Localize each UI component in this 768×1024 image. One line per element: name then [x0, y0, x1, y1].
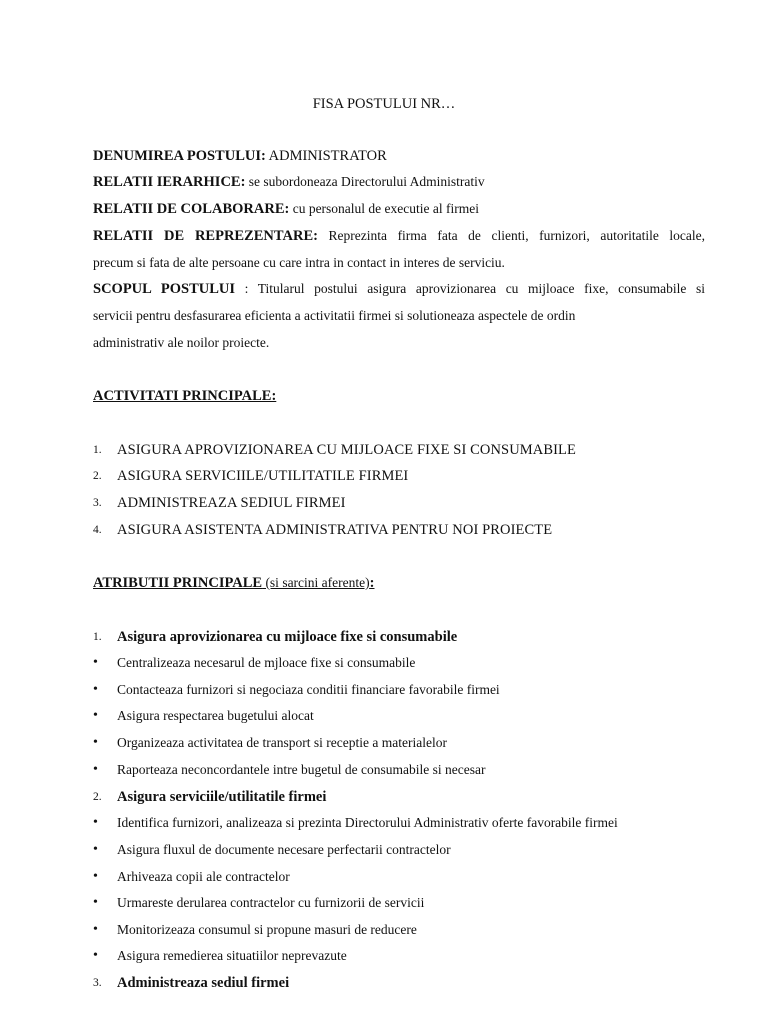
field-scop-line1	[93, 279, 705, 299]
bullet-icon: •	[93, 895, 98, 910]
document-title: FISA POSTULUI NR…	[312, 96, 456, 112]
task-item	[0, 760, 768, 780]
task-text: Asigura remedierea situatiilor neprevazute	[117, 948, 347, 963]
list-item-text: ASIGURA SERVICIILE/UTILITATILE FIRMEI	[117, 468, 409, 484]
list-item-text: ADMINISTREAZA SEDIUL FIRMEI	[117, 495, 346, 511]
list-number: 2.	[93, 470, 102, 482]
field-reprezentare-value: Reprezinta firma fata de clienti, furnizori, autoritatile locale,	[317, 228, 705, 243]
field-reprezentare-label: RELATII DE REPREZENTARE:	[93, 228, 318, 244]
group-title: Asigura aprovizionarea cu mijloace fixe si consumabile	[117, 629, 458, 645]
bullet-icon: •	[93, 922, 98, 937]
task-item	[0, 867, 768, 887]
list-item	[0, 466, 768, 486]
activitati-heading: ACTIVITATI PRINCIPALE:	[93, 388, 277, 404]
bullet-icon: •	[93, 735, 98, 750]
field-ierarhice-value: se subordoneaza Directorului Administrativ	[245, 174, 485, 189]
field-ierarhice-label: RELATII IERARHICE:	[93, 174, 246, 190]
field-colaborare	[93, 199, 479, 219]
field-denumire-label: DENUMIREA POSTULUI:	[93, 148, 266, 164]
bullet-icon: •	[93, 869, 98, 884]
task-text: Arhiveaza copii ale contractelor	[117, 869, 290, 884]
list-number: 4.	[93, 524, 102, 536]
bullet-icon: •	[93, 842, 98, 857]
task-text: Organizeaza activitatea de transport si receptie a materialelor	[117, 735, 447, 750]
field-ierarhice	[93, 172, 485, 192]
task-text: Monitorizeaza consumul si propune masuri de reducere	[117, 922, 417, 937]
group-title-row	[0, 787, 768, 807]
task-item	[0, 733, 768, 753]
task-text: Asigura respectarea bugetului alocat	[117, 708, 314, 723]
list-number: 1.	[93, 444, 102, 456]
task-item	[0, 706, 768, 726]
field-scop-label: SCOPUL POSTULUI	[93, 281, 236, 297]
task-item	[0, 653, 768, 673]
task-item	[0, 840, 768, 860]
field-denumire	[93, 146, 387, 166]
list-number: 2.	[93, 791, 102, 803]
field-colaborare-label: RELATII DE COLABORARE:	[93, 201, 290, 217]
list-item	[0, 440, 768, 460]
bullet-icon: •	[93, 708, 98, 723]
group-title: Administreaza sediul firmei	[117, 975, 290, 991]
bullet-icon: •	[93, 682, 98, 697]
list-item-text: ASIGURA ASISTENTA ADMINISTRATIVA PENTRU NOI PROIECTE	[117, 522, 553, 538]
field-reprezentare-line2: precum si fata de alte persoane cu care intra in contact in interes de serviciu.	[93, 255, 505, 270]
field-denumire-value: ADMINISTRATOR	[265, 148, 387, 164]
list-number: 1.	[93, 631, 102, 643]
task-item	[0, 813, 768, 833]
bullet-icon: •	[93, 655, 98, 670]
group-title-row	[0, 627, 768, 647]
group-title: Asigura serviciile/utilitatile firmei	[117, 789, 327, 805]
bullet-icon: •	[93, 948, 98, 963]
task-item	[0, 893, 768, 913]
field-scop-value: : Titularul postului asigura aprovizionarea cu mijloace fixe, consumabile si	[235, 281, 705, 296]
field-reprezentare-line1	[93, 226, 705, 246]
task-text: Raporteaza neconcordantele intre bugetul de consumabile si necesar	[117, 762, 486, 777]
list-number: 3.	[93, 497, 102, 509]
atributii-heading-bold: ATRIBUTII PRINCIPALE	[93, 575, 263, 591]
task-text: Asigura fluxul de documente necesare perfectarii contractelor	[117, 842, 451, 857]
task-text: Urmareste derularea contractelor cu furnizorii de servicii	[117, 895, 425, 910]
field-scop-line3: administrativ ale noilor proiecte.	[93, 335, 270, 350]
list-item-text: ASIGURA APROVIZIONAREA CU MIJLOACE FIXE SI CONSUMABILE	[117, 442, 576, 458]
field-colaborare-value: cu personalul de executie al firmei	[289, 201, 479, 216]
list-number: 3.	[93, 977, 102, 989]
atributii-heading-colon: :	[369, 575, 375, 591]
field-scop-line2: servicii pentru desfasurarea eficienta a activitatii firmei si solutioneaza aspectele de ordin	[93, 308, 576, 323]
group-title-row	[0, 973, 768, 993]
task-item	[0, 680, 768, 700]
bullet-icon: •	[93, 762, 98, 777]
atributii-heading-note: (si sarcini aferente)	[262, 575, 370, 590]
atributii-heading	[93, 573, 374, 593]
task-item	[0, 920, 768, 940]
task-text: Contacteaza furnizori si negociaza conditii financiare favorabile firmei	[117, 682, 500, 697]
task-text: Centralizeaza necesarul de mjloace fixe si consumabile	[117, 655, 416, 670]
task-text: Identifica furnizori, analizeaza si prezinta Directorului Administrativ oferte favorabile firmei	[117, 815, 618, 830]
bullet-icon: •	[93, 815, 98, 830]
list-item	[0, 520, 768, 540]
list-item	[0, 493, 768, 513]
task-item	[0, 946, 768, 966]
